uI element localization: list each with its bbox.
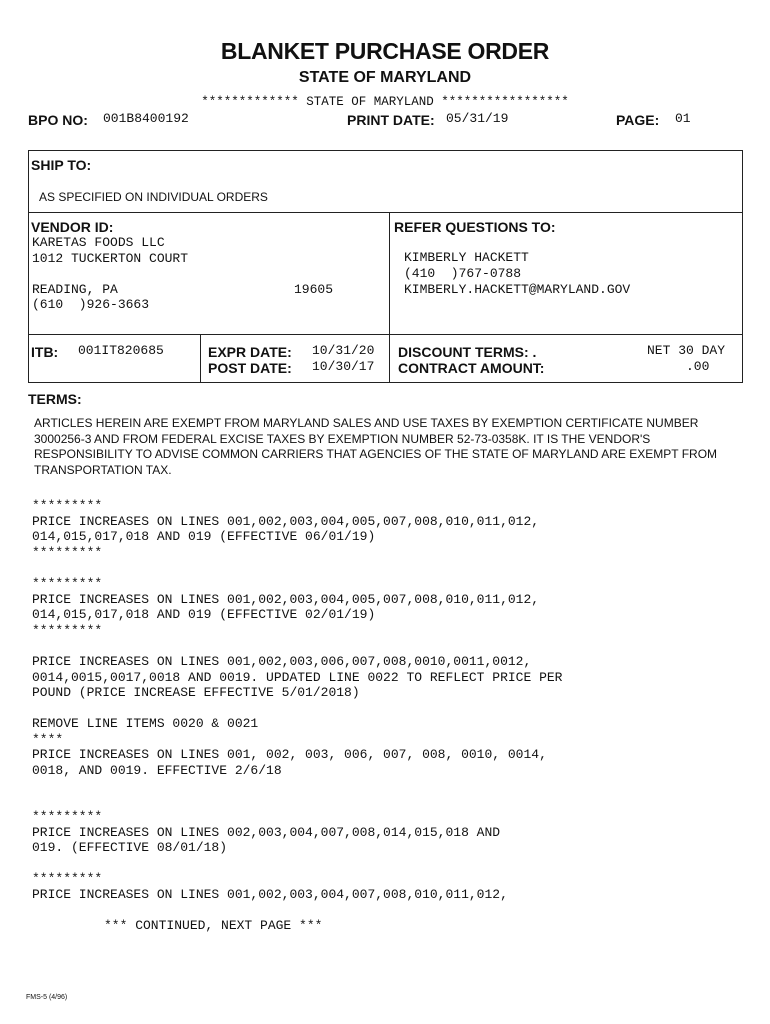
document-subtitle: STATE OF MARYLAND — [298, 69, 472, 86]
post-date-label: POST DATE: — [208, 360, 292, 376]
state-banner-line: ************* STATE OF MARYLAND ***************** — [201, 95, 569, 109]
note-block-3: PRICE INCREASES ON LINES 001,002,003,006,007,008,0010,0011,0012, 0014,0015,0017,0018 AND 0019. UPDATED LINE 0022 TO REFLECT PRICE PER POUND (PRICE INCREASE EFFECTIVE 5/01/2018) — [32, 654, 563, 700]
ship-to-value: AS SPECIFIED ON INDIVIDUAL ORDERS — [39, 190, 268, 204]
contact-email: KIMBERLY.HACKETT@MARYLAND.GOV — [404, 282, 631, 297]
form-id: FMS-5 (4/96) — [26, 994, 68, 1001]
vendor-phone: (610 )926-3663 — [32, 297, 150, 312]
vendor-zip: 19605 — [294, 282, 334, 297]
note-block-4: REMOVE LINE ITEMS 0020 & 0021 **** PRICE INCREASES ON LINES 001, 002, 003, 006, 007, 008, 0010, 0014, 0018, AND 0019. EFFECTIVE 2/6/18 — [32, 716, 547, 778]
contract-amount-value: .00 — [686, 359, 710, 374]
terms-label: TERMS: — [28, 391, 82, 407]
discount-terms-value: NET 30 DAY — [647, 343, 726, 358]
discount-terms-label: DISCOUNT TERMS: . — [398, 344, 537, 360]
expr-date-value: 10/31/20 — [312, 343, 375, 358]
ship-to-label: SHIP TO: — [31, 157, 92, 173]
itb-label: ITB: — [31, 344, 59, 360]
vendor-address: 1012 TUCKERTON COURT — [32, 251, 189, 266]
document-title: BLANKET PURCHASE ORDER — [220, 38, 550, 64]
contract-amount-label: CONTRACT AMOUNT: — [398, 360, 545, 376]
note-block-1: ********* PRICE INCREASES ON LINES 001,002,003,004,005,007,008,010,011,012, 014,015,017,018 AND 019 (EFFECTIVE 06/01/19) ********* — [32, 498, 540, 560]
print-date-label: PRINT DATE: — [347, 112, 435, 128]
vendor-divider — [28, 334, 743, 335]
vendor-city-state: READING, PA — [32, 282, 118, 297]
contact-phone: (410 )767-0788 — [404, 266, 522, 281]
vendor-id-label: VENDOR ID: — [31, 219, 114, 235]
terms-paragraph: ARTICLES HEREIN ARE EXEMPT FROM MARYLAND SALES AND USE TAXES BY EXEMPTION CERTIFICATE NUMBER 3000256-3 AND FROM FEDERAL EXCISE TAXES BY EXEMPTION NUMBER 52-73-0358K. IT IS THE VENDOR'S RESPONSIBILITY TO ADVISE COMMON CARRIERS THAT AGENCIES OF THE STATE OF MARYLAND ARE EXEMPT FROM TRANSPORTATION TAX. — [34, 416, 718, 477]
post-date-value: 10/30/17 — [312, 359, 375, 374]
refer-questions-label: REFER QUESTIONS TO: — [394, 219, 556, 235]
print-date-value: 05/31/19 — [446, 111, 509, 126]
note-block-6: ********* PRICE INCREASES ON LINES 001,002,003,004,007,008,010,011,012, — [32, 871, 508, 902]
itb-number: 001IT820685 — [78, 343, 164, 358]
ship-to-divider — [28, 212, 743, 213]
vendor-column-divider — [389, 212, 390, 383]
itb-column-divider — [200, 334, 201, 383]
expr-date-label: EXPR DATE: — [208, 344, 292, 360]
continued-notice: *** CONTINUED, NEXT PAGE *** — [104, 918, 323, 933]
page-label: PAGE: — [616, 112, 660, 128]
page-number: 01 — [675, 111, 691, 126]
contact-name: KIMBERLY HACKETT — [404, 250, 529, 265]
note-block-5: ********* PRICE INCREASES ON LINES 002,003,004,007,008,014,015,018 AND 019. (EFFECTIVE 08/01/18) — [32, 809, 501, 855]
bpo-label: BPO NO: — [28, 112, 88, 128]
vendor-name: KARETAS FOODS LLC — [32, 235, 165, 250]
note-block-2: ********* PRICE INCREASES ON LINES 001,002,003,004,005,007,008,010,011,012, 014,015,017,018 AND 019 (EFFECTIVE 02/01/19) ********* — [32, 576, 540, 638]
bpo-number: 001B8400192 — [103, 111, 189, 126]
